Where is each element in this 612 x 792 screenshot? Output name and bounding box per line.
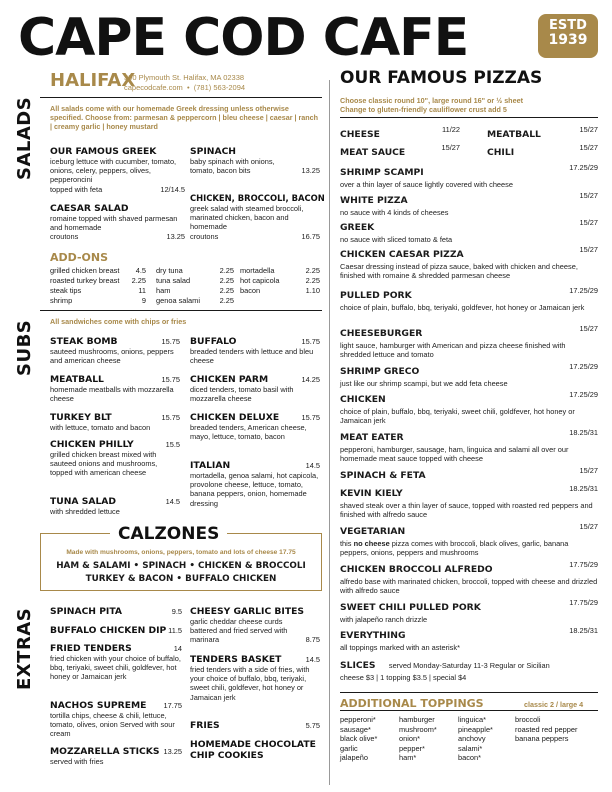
addon-item: hot capicola 2.25	[240, 276, 320, 285]
salad-item	[190, 193, 325, 241]
established-badge	[538, 14, 598, 58]
pizza-item: CHILI 15/27	[487, 143, 598, 158]
pizza-item: SPINACH & FETA 15/27	[340, 466, 598, 481]
calzones-note: Made with mushrooms, onions, peppers, tomato and lots of cheese 17.75	[66, 549, 296, 556]
item-desc2: croutons	[50, 232, 79, 242]
section-label-salads: SALADS	[14, 96, 35, 180]
item-desc: iceburg lettuce with cucumber, tomato, onions, celery, peppers, olives, pepperoncini	[50, 157, 177, 185]
pizza-item: SHRIMP GRECO 17.25/29 just like our shrimp scampi, but we add feta cheese	[340, 362, 598, 388]
item-price: 12/14.5	[160, 184, 185, 194]
extra-item: FRIED TENDERS 14 fried chicken with your choice of buffalo, bbq, teriyaki, sweet chili, goldfever, hot honey or Jamaican jerk	[50, 643, 182, 682]
calzones-title: CALZONES	[110, 524, 227, 544]
addon-item: shrimp 9	[50, 296, 146, 305]
section-label-extras: EXTRAS	[14, 607, 35, 690]
pizza-item: SWEET CHILI PULLED PORK 17.75/29 with jalapeño ranch drizzle	[340, 598, 598, 624]
divider	[340, 710, 598, 711]
pizza-item: CHEESEBURGER 15/27 light sauce, hamburger with American and pizza cheese finished with shredded lettuce and tomato	[340, 324, 598, 360]
item-name: SPINACH	[190, 146, 237, 157]
extra-item: BUFFALO CHICKEN DIP 11.5	[50, 625, 182, 636]
slices-item	[340, 655, 598, 682]
phone: (781) 563-2094	[193, 83, 246, 92]
addon-item: mortadella 2.25	[240, 266, 320, 275]
section-label-subs: SUBS	[14, 319, 35, 376]
addons-title: ADD-ONS	[50, 251, 109, 264]
addon-item: steak tips 11	[50, 286, 146, 295]
pizza-item: WHITE PIZZA 15/27 no sauce with 4 kinds of cheeses	[340, 191, 598, 217]
item-name: CHICKEN, BROCCOLI, BACON	[190, 193, 325, 203]
item-price: 13.25	[301, 166, 320, 176]
extra-item: NACHOS SUPREME 17.75 tortilla chips, cheese & chili, lettuce, tomato, olives, onion Served with sour cream	[50, 700, 182, 739]
extra-item: SPINACH PITA 9.5	[50, 606, 182, 617]
sub-item: TURKEY BLT 15.75 with lettuce, tomato and bacon	[50, 412, 180, 432]
sub-item: STEAK BOMB 15.75 sauteed mushrooms, onions, peppers and american cheese	[50, 336, 180, 366]
extra-item: FRIES 5.75	[190, 720, 320, 731]
pizza-item: CHEESE 11/22	[340, 125, 460, 140]
pizzas-title: OUR FAMOUS PIZZAS	[340, 68, 543, 88]
addon-item: ham 2.25	[156, 286, 234, 295]
item-price: 13.25	[166, 232, 185, 242]
item-desc: greek salad with steamed broccoli, marinated chicken, bacon and homemade	[190, 204, 304, 232]
item-desc2: tomato, bacon bits	[190, 166, 251, 176]
extra-item: MOZZARELLA STICKS 13.25 served with fries	[50, 746, 182, 766]
toppings-title: ADDITIONAL TOPPINGS	[340, 697, 484, 710]
pizza-item: KEVIN KIELY 18.25/31 shaved steak over a thin layer of sauce, topped with roasted red peppers and finished with alfredo sauce	[340, 484, 598, 520]
slices-line: served Monday-Saturday 11-3 Regular or Sicilian	[388, 661, 550, 670]
item-name: OUR FAMOUS GREEK	[50, 146, 157, 157]
divider	[40, 310, 322, 311]
addon-item: bacon 1.10	[240, 286, 320, 295]
pizza-item: SHRIMP SCAMPI 17.25/29 over a thin layer of sauce lightly covered with cheese	[340, 163, 598, 189]
address-block: 300 Plymouth St. Halifax, MA 02338 capecodcafe.com • (781) 563-2094	[124, 73, 246, 92]
sub-item: CHICKEN DELUXE 15.75 breaded tenders, American cheese, mayo, lettuce, tomato, bacon	[190, 412, 320, 442]
addon-item: tuna salad 2.25	[156, 276, 234, 285]
pizza-item: GREEK 15/27 no sauce with sliced tomato & feta	[340, 218, 598, 244]
divider	[340, 692, 598, 693]
extra-item: TENDERS BASKET 14.5 fried tenders with a side of fries, with your choice of buffalo, bbq, teriyaki, sweet chili, goldfever, hot honey or Jamaican jerk	[190, 654, 320, 702]
sub-item: ITALIAN 14.5 mortadella, genoa salami, hot capicola, provolone cheese, lettuce, tomato, banana peppers, onion, homemade dressing	[190, 460, 320, 508]
toppings-column: pepperoni* sausage* black olive* garlic jalapeño	[340, 715, 378, 762]
item-price: 16.75	[301, 231, 320, 241]
subs-note: All sandwiches come with chips or fries	[50, 317, 187, 326]
divider	[340, 117, 598, 118]
sub-item: MEATBALL 15.75 homemade meatballs with mozzarella cheese	[50, 374, 180, 404]
addon-item: roasted turkey breast 2.25	[50, 276, 146, 285]
website: capecodcafe.com	[124, 83, 183, 92]
pizza-item: MEAT SAUCE 15/27	[340, 143, 460, 158]
extra-item: HOMEMADE CHOCOLATE CHIP COOKIES	[190, 739, 316, 761]
addon-item: genoa salami 2.25	[156, 296, 234, 305]
pizza-item: EVERYTHING 18.25/31 all toppings marked with an asterisk*	[340, 626, 598, 652]
item-name: CAESAR SALAD	[50, 203, 129, 214]
pizza-item: VEGETARIAN 15/27 this no cheese pizza comes with broccoli, black olives, garlic, banana peppers, onions, peppers and mushrooms	[340, 522, 598, 558]
addon-item: grilled chicken breast 4.5	[50, 266, 146, 275]
item-desc: baby spinach with onions,	[190, 157, 275, 166]
column-divider	[329, 80, 330, 785]
pizza-item: MEAT EATER 18.25/31 pepperoni, hamburger, sausage, ham, linguica and salami all over our homemade meat sauce topped with cheese	[340, 428, 598, 464]
sub-item: TUNA SALAD 14.5 with shredded lettuce	[50, 496, 180, 516]
pizza-item: MEATBALL 15/27	[487, 125, 598, 140]
salad-item	[50, 146, 185, 194]
sub-item: CHICKEN PHILLY 15.5 grilled chicken breast mixed with sauteed onions and mushrooms, topped with american cheese	[50, 439, 180, 478]
toppings-column: hamburger mushroom* onion* pepper* ham*	[399, 715, 437, 762]
item-desc2: croutons	[190, 231, 219, 241]
sub-item: BUFFALO 15.75 breaded tenders with lettuce and bleu cheese	[190, 336, 320, 366]
pizza-item: PULLED PORK 17.25/29 choice of plain, buffalo, bbq, teriyaki, goldfever, hot honey or Jamaican jerk	[340, 286, 598, 312]
location-name: HALIFAX	[50, 70, 136, 91]
pizzas-note: Choose classic round 10", large round 16" or ½ sheet	[340, 96, 523, 105]
toppings-column: linguica* pineapple* anchovy salami* bacon*	[458, 715, 493, 762]
sub-item: CHICKEN PARM 14.25 diced tenders, tomato basil with mozzarella cheese	[190, 374, 320, 404]
calzones-line: HAM & SALAMI • SPINACH • CHICKEN & BROCCOLI	[56, 561, 306, 571]
addon-item: dry tuna 2.25	[156, 266, 234, 275]
address: 300 Plymouth St. Halifax, MA 02338	[124, 73, 245, 82]
badge-est: ESTD	[549, 18, 587, 33]
badge-year: 1939	[548, 32, 588, 48]
salads-note: All salads come with our homemade Greek dressing unless otherwise specified. Choose from: parmesan & peppercorn | bleu cheese | caesar | ranch | creamy garlic | honey mustard	[50, 104, 319, 131]
calzones-line: TURKEY & BACON • BUFFALO CHICKEN	[85, 574, 277, 584]
pizza-item: CHICKEN 17.25/29 choice of plain, buffalo, bbq, teriyaki, sweet chili, goldfever, hot honey or Jamaican jerk	[340, 390, 598, 426]
slices-name: SLICES	[340, 660, 376, 671]
toppings-price: classic 2 / large 4	[524, 700, 584, 709]
item-desc2: topped with feta	[50, 184, 103, 194]
item-desc: romaine topped with shaved parmesan and homemade	[50, 214, 178, 233]
salad-item	[190, 146, 320, 175]
slices-line: cheese $3 | 1 topping $3.5 | special $4	[340, 673, 467, 682]
restaurant-title: CAPE COD CAFE	[18, 8, 469, 68]
pizzas-note: Change to gluten-friendly cauliflower crust add 5	[340, 105, 507, 114]
extra-item: CHEESY GARLIC BITES garlic cheddar cheese curds battered and fried served with marinara 8.75	[190, 606, 320, 645]
pizza-item: CHICKEN BROCCOLI ALFREDO 17.75/29 alfredo base with marinated chicken, broccoli, topped with cheese and drizzled with alfredo sauce	[340, 560, 598, 596]
salad-item	[50, 203, 185, 242]
toppings-column: broccoli roasted red pepper banana peppers	[515, 715, 578, 743]
divider	[40, 97, 322, 98]
pizza-item: CHICKEN CAESAR PIZZA 15/27 Caesar dressing instead of pizza sauce, baked with chicken and cheese, finished with romaine & shredded parmesan cheese	[340, 245, 598, 281]
